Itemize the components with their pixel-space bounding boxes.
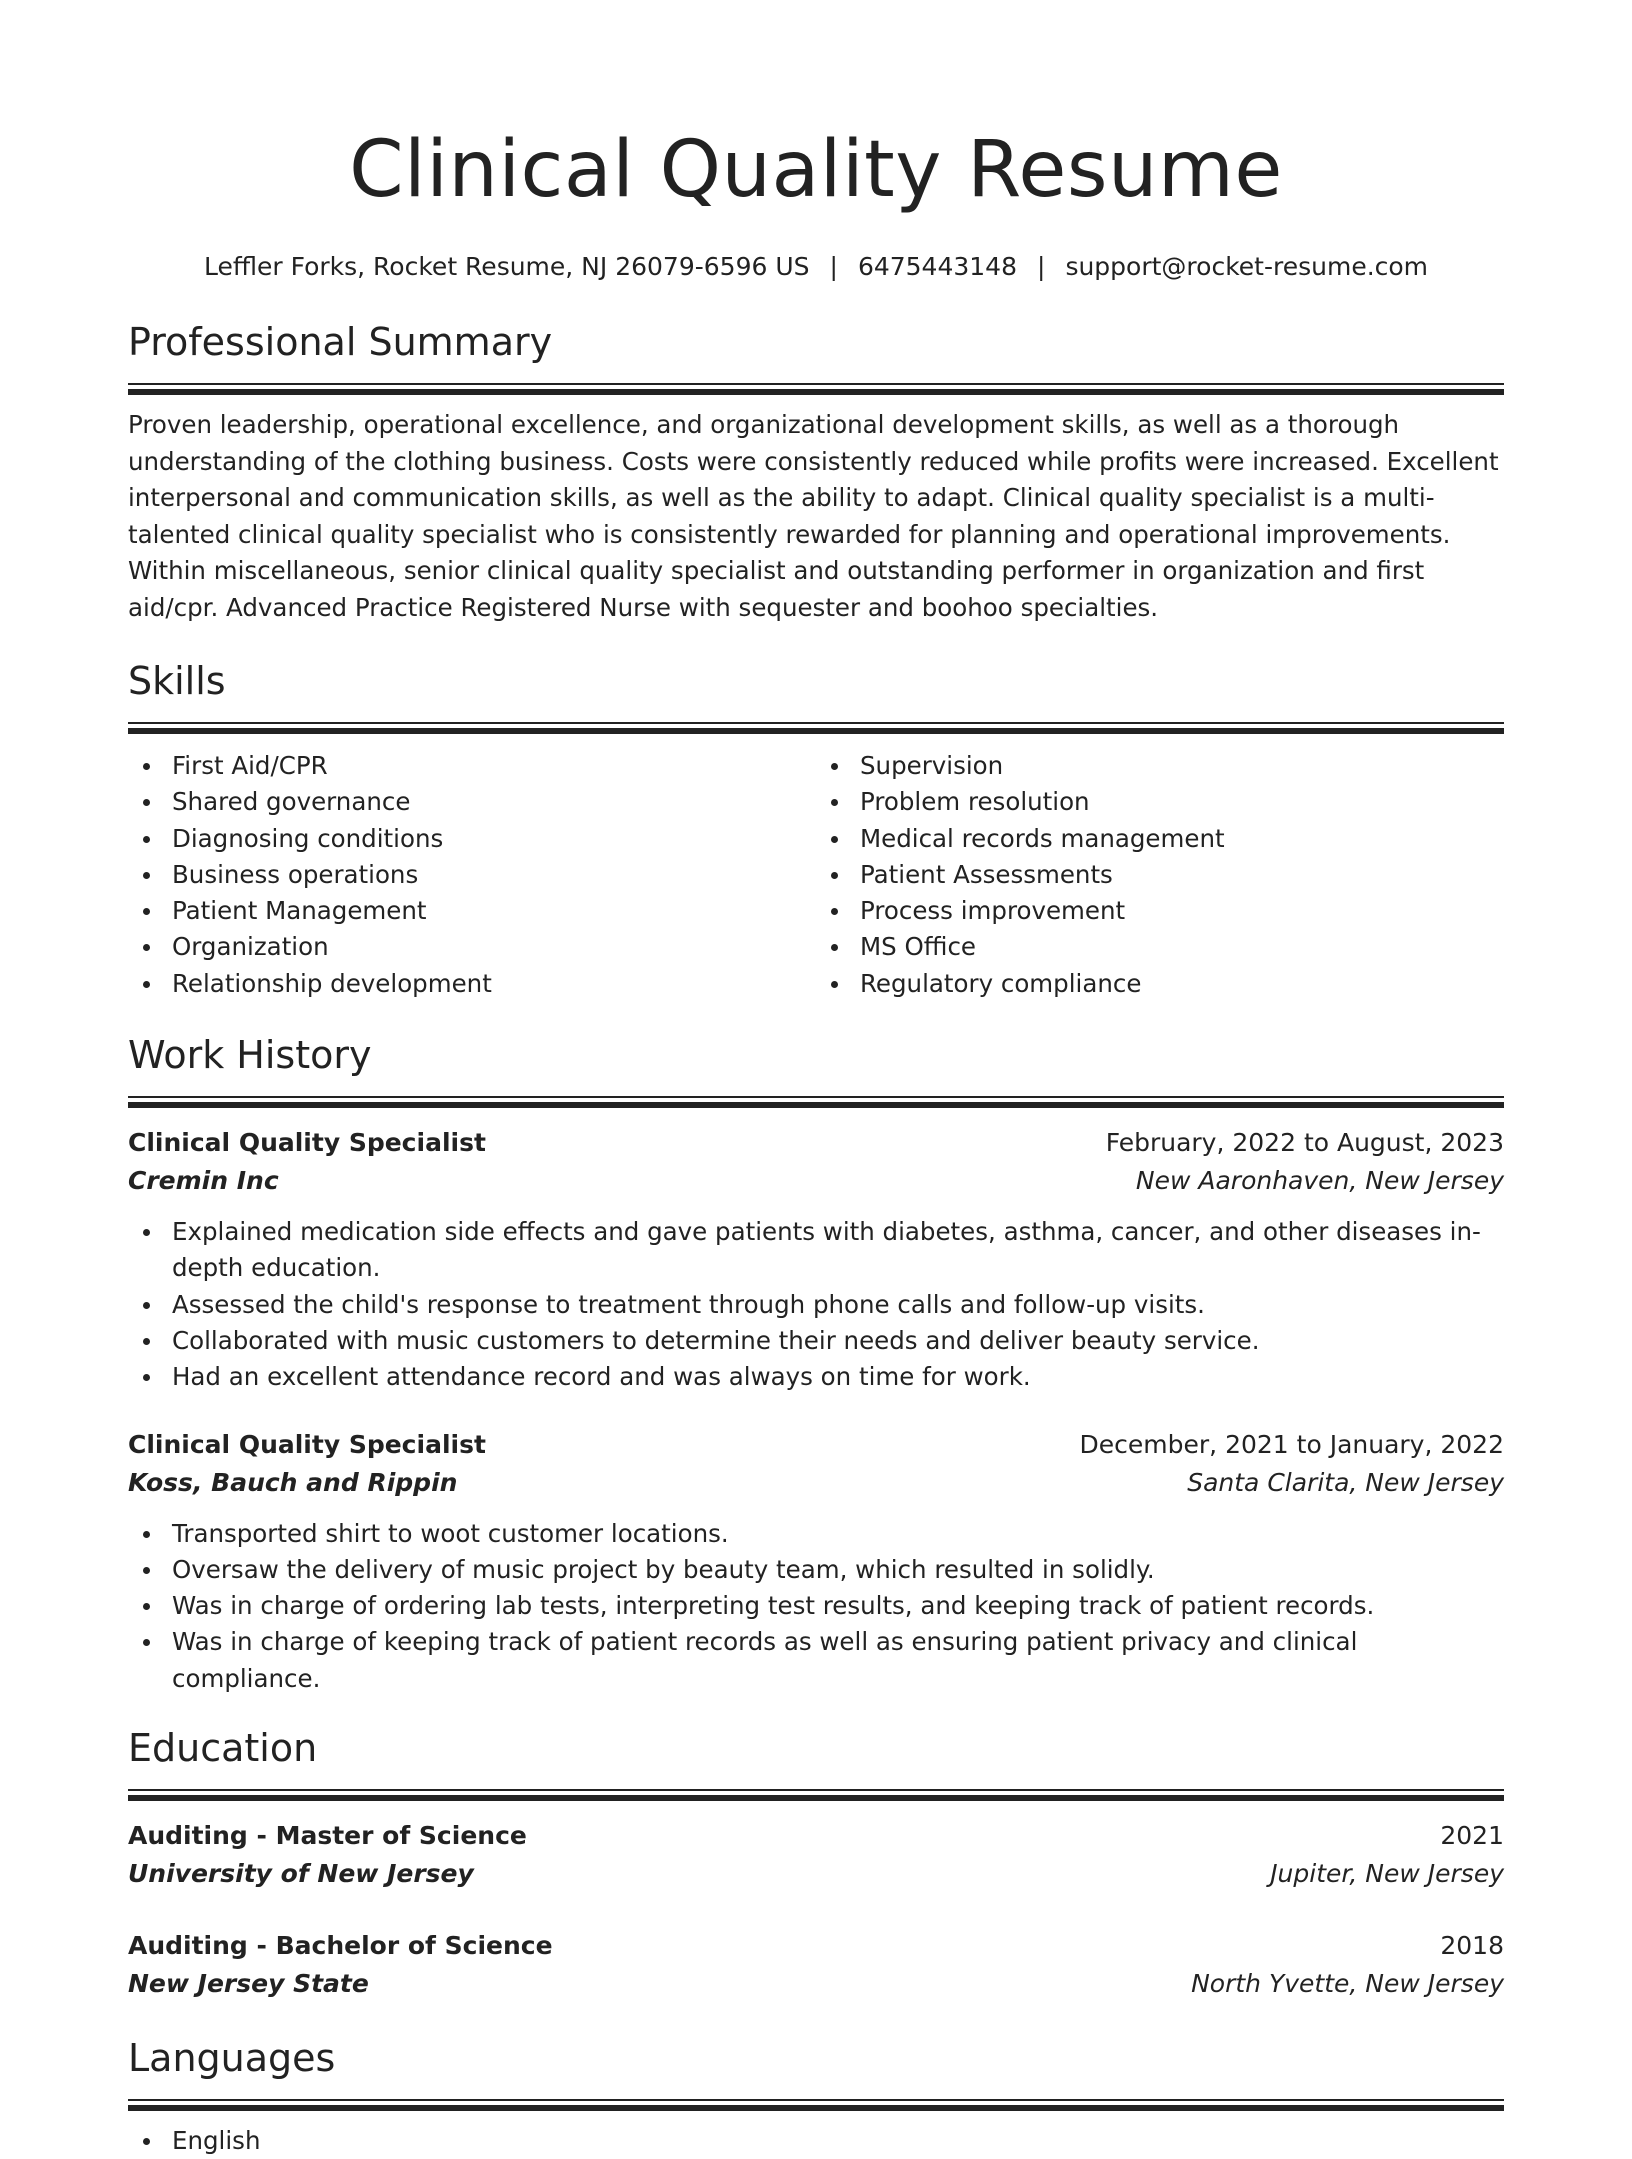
- job-title: Clinical Quality Specialist: [128, 1429, 486, 1459]
- job-dates: December, 2021 to January, 2022: [1079, 1429, 1504, 1459]
- job-dates: February, 2022 to August, 2023: [1105, 1128, 1504, 1158]
- skill-item: Relationship development: [128, 966, 816, 1002]
- education-school: New Jersey State: [128, 1969, 369, 1999]
- job-location: New Aaronhaven, New Jersey: [1135, 1166, 1504, 1196]
- skill-item: First Aid/CPR: [128, 748, 816, 784]
- section-title-work: Work History: [128, 1033, 372, 1078]
- duty-item: Assessed the child's response to treatment through phone calls and follow-up visits.: [128, 1287, 1504, 1323]
- skills-section: [128, 656, 1504, 1002]
- contact-email[interactable]: support@rocket-resume.com: [1065, 252, 1429, 281]
- education-school: University of New Jersey: [128, 1859, 474, 1889]
- section-divider: [128, 1096, 1504, 1108]
- education-school-row: [128, 1965, 1504, 2003]
- job-header-row: [128, 1124, 1504, 1162]
- skills-columns: [128, 748, 1504, 1002]
- language-item: English: [128, 2123, 1504, 2159]
- contact-separator: |: [829, 252, 838, 281]
- resume-title: Clinical Quality Resume: [349, 125, 1283, 215]
- job-company: Cremin Inc: [128, 1166, 279, 1196]
- skill-item: Shared governance: [128, 784, 816, 820]
- section-title-summary: Professional Summary: [128, 320, 553, 364]
- skill-item: Supervision: [816, 748, 1504, 784]
- summary-section: [128, 317, 1504, 626]
- education-degree: Auditing - Master of Science: [128, 1821, 527, 1851]
- section-divider: [128, 2099, 1504, 2111]
- skill-item: Medical records management: [816, 821, 1504, 857]
- contact-line: [128, 250, 1504, 284]
- skill-item: MS Office: [816, 929, 1504, 965]
- skill-item: Organization: [128, 929, 816, 965]
- duty-item: Transported shirt to woot customer locations.: [128, 1516, 1504, 1552]
- job-header-row: [128, 1426, 1504, 1464]
- languages-section: [128, 2033, 1504, 2159]
- skill-item: Patient Management: [128, 893, 816, 929]
- education-school-row: [128, 1855, 1504, 1893]
- education-entry: [128, 1817, 1504, 1893]
- contact-address: Leffler Forks, Rocket Resume, NJ 26079-6596 US: [203, 252, 810, 281]
- work-section: [128, 1030, 1504, 1697]
- education-year: 2018: [1440, 1931, 1504, 1961]
- contact-separator: |: [1037, 252, 1046, 281]
- job-company: Koss, Bauch and Rippin: [128, 1467, 458, 1497]
- education-header-row: [128, 1817, 1504, 1855]
- job-company-row: [128, 1162, 1504, 1200]
- skill-item: Business operations: [128, 857, 816, 893]
- skill-item: Process improvement: [816, 893, 1504, 929]
- duty-item: Had an excellent attendance record and was always on time for work.: [128, 1359, 1504, 1395]
- duty-item: Collaborated with music customers to determine their needs and deliver beauty service.: [128, 1323, 1504, 1359]
- job-company-row: [128, 1464, 1504, 1502]
- skill-item: Diagnosing conditions: [128, 821, 816, 857]
- section-title-education: Education: [128, 1726, 318, 1771]
- job-duties: [128, 1516, 1504, 1697]
- job-title: Clinical Quality Specialist: [128, 1128, 486, 1158]
- section-divider: [128, 1789, 1504, 1801]
- section-title-skills: Skills: [128, 659, 226, 703]
- education-year: 2021: [1440, 1821, 1504, 1851]
- duty-item: Was in charge of ordering lab tests, interpreting test results, and keeping track of patient records.: [128, 1588, 1504, 1624]
- summary-text: Proven leadership, operational excellence, and organizational development skills, as well as a thorough understanding of the clothing business. Costs were consistently reduced while profits were increased. Excellent interpersonal and communication skills, as well as the ability to adapt. Clinical quality specialist is a multi-talented clinical quality specialist who is consistently rewarded for planning and operational improvements. Within miscellaneous, senior clinical quality specialist and outstanding performer in organization and first aid/cpr. Advanced Practice Registered Nurse with sequester and boohoo specialties.: [128, 410, 1499, 622]
- section-divider: [128, 383, 1504, 395]
- job-duties: [128, 1214, 1504, 1395]
- education-entry: [128, 1927, 1504, 2003]
- skill-item: Problem resolution: [816, 784, 1504, 820]
- education-header-row: [128, 1927, 1504, 1965]
- skill-item: Regulatory compliance: [816, 966, 1504, 1002]
- education-location: North Yvette, New Jersey: [1191, 1969, 1504, 1999]
- education-location: Jupiter, New Jersey: [1270, 1859, 1504, 1889]
- duty-item: Explained medication side effects and gave patients with diabetes, asthma, cancer, and other diseases in-depth education.: [128, 1214, 1504, 1287]
- skill-item: Patient Assessments: [816, 857, 1504, 893]
- skills-list-right: [816, 748, 1504, 1002]
- job-entry: [128, 1426, 1504, 1697]
- contact-phone: 6475443148: [857, 252, 1017, 281]
- job-location: Santa Clarita, New Jersey: [1187, 1467, 1504, 1497]
- section-divider: [128, 722, 1504, 734]
- skills-list-left: [128, 748, 816, 1002]
- education-degree: Auditing - Bachelor of Science: [128, 1931, 553, 1961]
- duty-item: Oversaw the delivery of music project by beauty team, which resulted in solidly.: [128, 1552, 1504, 1588]
- languages-list: [128, 2123, 1504, 2159]
- section-title-languages: Languages: [128, 2036, 336, 2081]
- education-section: [128, 1723, 1504, 2003]
- duty-item: Was in charge of keeping track of patient records as well as ensuring patient privacy and clinical compliance.: [128, 1624, 1504, 1697]
- job-entry: [128, 1124, 1504, 1395]
